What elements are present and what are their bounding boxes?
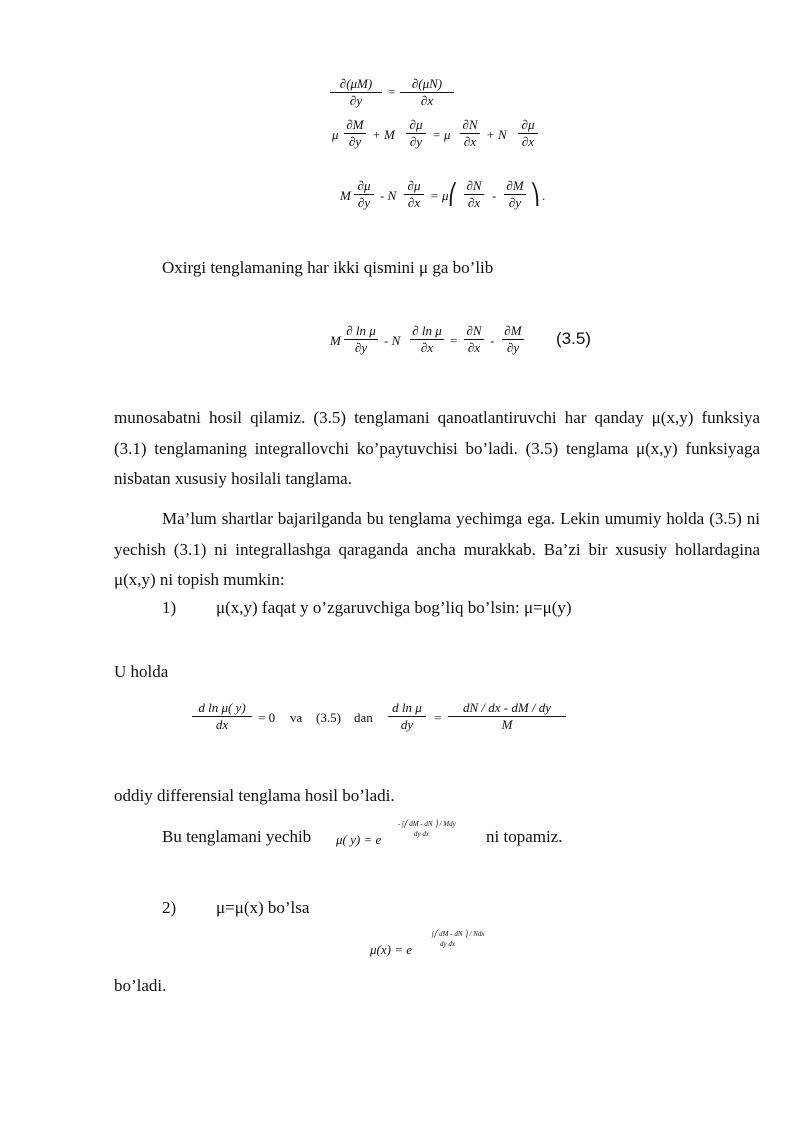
paragraph-4: oddiy differensial tenglama hosil bo’ladi. [114,786,395,805]
mu-y-lhs: μ( y) = e [336,832,382,847]
paragraph-3: Ma’lum shartlar bajarilganda bu tenglama yechimga ega. Lekin umumiy holda (3.5) ni yechish (3.1) ni integrallashga qaraganda ancha murakkab. Ba’zi bir xususiy hollardagina μ(x,y) ni topish mumkin: [114,509,760,589]
eq35-minus-n: - N [384,333,401,348]
eq2-frac3-den: ∂x [463,134,477,149]
eq1-equals: = [388,84,396,99]
eqy-va: va [290,710,303,725]
eq2-frac2-num: ∂μ [409,117,423,132]
eq3-minus: - [492,188,497,203]
eq3-frac2-den: ∂x [407,195,421,210]
eq2-frac3-num: ∂N [462,117,478,132]
equation-mu-x [370,928,530,964]
eq1-lhs-numerator: ∂(μM) [339,76,373,91]
equation-1 [330,76,470,116]
mu-x-exponent-den: dy dx [440,940,455,948]
eq3-frac2-num: ∂μ [407,178,421,193]
mu-y-exponent: - ∫⎛ dM - dN ⎞ / Mdy [398,820,456,828]
eq35-frac1-num: ∂ ln μ [346,323,376,338]
paragraph-1: Oxirgi tenglamaning har ikki qismini μ ga bo’lib [162,258,494,277]
eq3-minus-n: - N [380,188,397,203]
eq35-m: M [330,333,341,348]
eq3-paren-open: ⎛ [448,184,458,206]
eq2-frac1-num: ∂M [346,117,364,132]
mu-x-exponent: ∫⎛ dM - dN ⎞ / Ndx [432,930,485,938]
eq35-frac4-den: ∂y [506,340,520,355]
equation-mu-y-condition [192,700,572,740]
eq2-equals-mu: = μ [432,127,451,142]
eqy-equals: = [434,710,442,725]
eqy-eq-zero: = 0 [258,710,276,725]
eqy-frac1-den: dx [215,717,229,732]
eq3-frac4-den: ∂y [508,195,522,210]
eq1-rhs-numerator: ∂(μN) [411,76,443,91]
eqy-frac3-num: dN / dx - dM / dy [462,700,552,715]
eq35-minus: - [490,333,495,348]
eq3-equals-mu: = μ [430,188,449,203]
eq3-frac4-num: ∂M [506,178,524,193]
eq1-lhs-denominator: ∂y [349,93,363,108]
eq3-dot: . [542,188,546,203]
eqy-ref: (3.5) [316,710,341,725]
eq35-frac4-num: ∂M [504,323,522,338]
eq3-frac1-den: ∂y [357,195,371,210]
eq2-plus-n: + N [486,127,507,142]
eq2-frac2-den: ∂y [409,134,423,149]
eqy-frac2-num: d ln μ [392,700,422,715]
item-2-text: μ=μ(x) bo’lsa [216,898,310,917]
eq35-frac3-den: ∂x [467,340,481,355]
eq35-label: (3.5) [556,329,591,348]
eq1-rhs-denominator: ∂x [420,93,434,108]
eq2-frac1-den: ∂y [348,134,362,149]
eq35-frac1-den: ∂y [354,340,368,355]
item-1-number: 1) [162,598,177,617]
eq3-frac3-num: ∂N [466,178,482,193]
mu-x-lhs: μ(x) = e [370,942,412,957]
item-1-text: μ(x,y) faqat y o’zgaruvchiga bog’liq bo’lsin: μ=μ(y) [216,598,572,617]
eq3-paren-close: ⎞ [530,184,540,206]
eq3-m: M [340,188,351,203]
paragraph-5-after: ni topamiz. [486,827,563,846]
eq2-mu: μ [332,127,339,142]
paragraph-5-before: Bu tenglamani yechib [162,827,312,846]
eq35-frac2-num: ∂ ln μ [412,323,442,338]
mu-y-exponent-den: dy dx [414,830,429,838]
eq35-equals: = [450,333,458,348]
eq2-frac4-den: ∂x [521,134,535,149]
eq2-frac4-num: ∂μ [521,117,535,132]
eqy-frac3-den: M [501,717,513,732]
eq3-frac3-den: ∂x [467,195,481,210]
eqy-frac2-den: dy [400,717,414,732]
boladi: bo’ladi. [114,976,167,995]
eq3-frac1-num: ∂μ [357,178,371,193]
equation-3-5 [330,323,610,363]
eq35-frac3-num: ∂N [466,323,482,338]
eq2-plus-m: + M [372,127,395,142]
item-2-number: 2) [162,898,177,917]
paragraph-2: munosabatni hosil qilamiz. (3.5) tenglamani qanoatlantiruvchi har qanday μ(x,y) funksiya (3.1) tenglamaning integrallovchi ko’paytuvchisi bo’ladi. (3.5) tenglama μ(x,y) funksiyaga nisbatan xususiy hosilali tanglama. [114,408,760,488]
equation-2 [332,117,552,157]
equation-mu-y [336,820,486,854]
eqy-frac1-num: d ln μ( y) [198,700,246,715]
eqy-dan: dan [354,710,373,725]
u-holda: U holda [114,662,169,681]
eq35-frac2-den: ∂x [420,340,434,355]
equation-3 [340,178,570,218]
